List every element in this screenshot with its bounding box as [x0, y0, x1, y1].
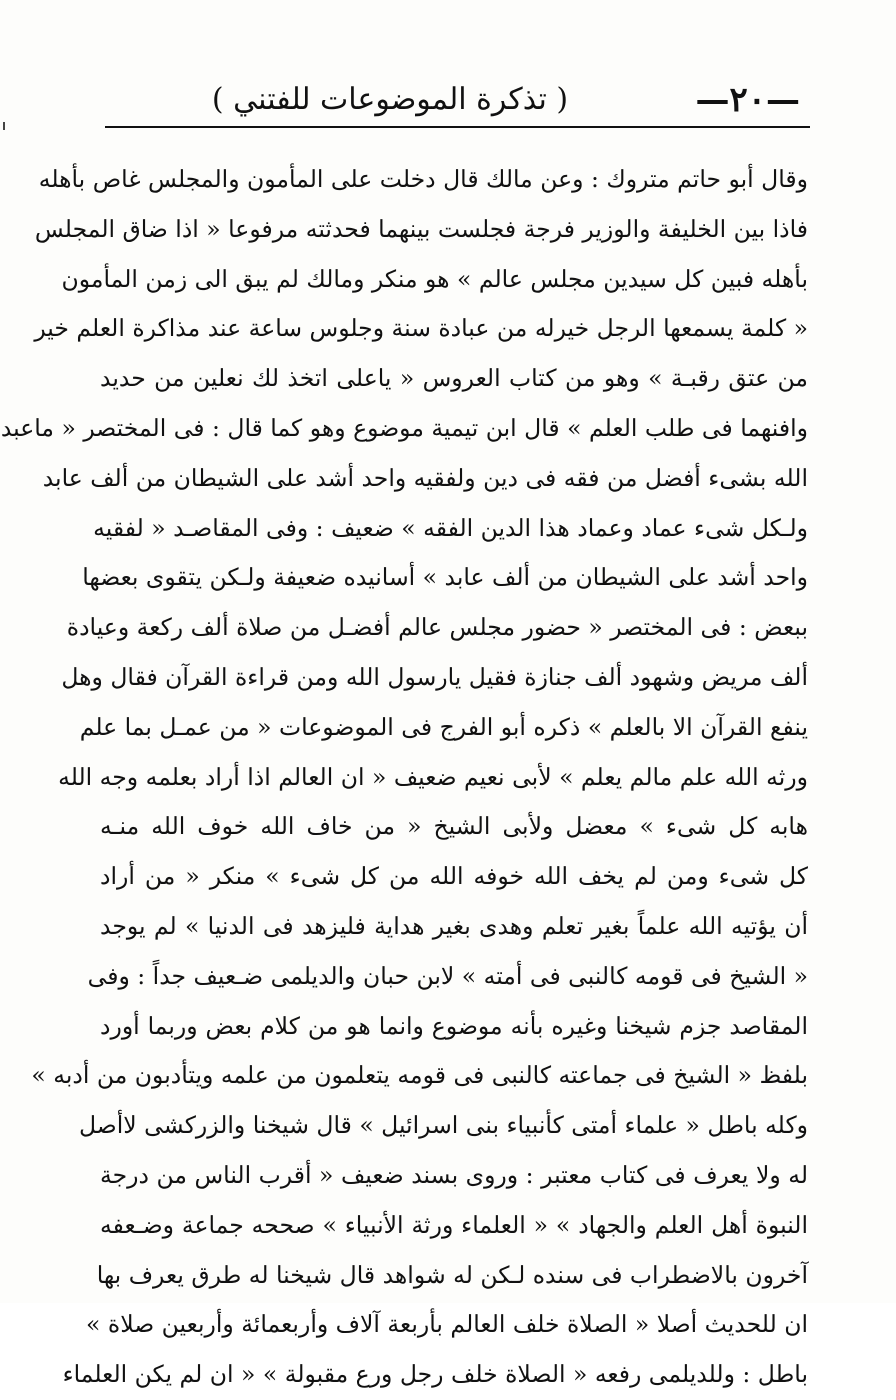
page-number: —٢٠— — [695, 80, 800, 120]
text-line: من عتق رقبـة » وهو من كتاب العروس « ياعلى اتخذ لك نعلين من حديد — [100, 364, 808, 393]
text-line: الله بشىء أفضل من فقه فى دين ولفقيه واحد أشد على الشيطان من ألف عابد — [42, 463, 808, 492]
text-line: فاذا بين الخليفة والوزير فرجة فجلست بينهما فحدثته مرفوعا « اذا ضاق المجلس — [34, 214, 808, 243]
running-title: ( تذكرة الموضوعات للفتني ) — [211, 82, 569, 117]
text-line: ببعض : فى المختصر « حضور مجلس عالم أفضـل من صلاة ألف ركعة وعيادة — [66, 613, 808, 642]
text-line: ينفع القرآن الا بالعلم » ذكره أبو الفرج فى الموضوعات « من عمـل بما علم — [79, 712, 808, 741]
text-line: وقال أبو حاتم متروك : وعن مالك قال دخلت على المأمون والمجلس غاص بأهله — [38, 165, 808, 193]
text-line: بلفظ « الشيخ فى جماعته كالنبى فى قومه يتعلمون من علمه ويتأدبون من أدبه » — [31, 1061, 808, 1090]
text-line: النبوة أهل العلم والجهاد » « العلماء ورثة الأنبياء » صححه جماعة وضـعفه — [100, 1210, 808, 1239]
body-text — [0, 155, 808, 1400]
text-line: كل شىء ومن لم يخف الله خوفه الله من كل شىء » منكر « من أراد — [100, 862, 808, 891]
text-line: « الشيخ فى قومه كالنبى فى أمته » لابن حبان والديلمى ضـعيف جداً : وفى — [87, 961, 808, 990]
text-line: المقاصد جزم شيخنا وغيره بأنه موضوع وانما هو من كلام بعض وربما أورد — [100, 1011, 808, 1040]
text-line: ان للحديث أصلا « الصلاة خلف العالم بأربعة آلاف وأربعمائة وأربعين صلاة » — [86, 1310, 808, 1339]
text-line: ورثه الله علم مالم يعلم » لأبى نعيم ضعيف « ان العالم اذا أراد بعلمه وجه الله — [58, 762, 808, 791]
page-header — [110, 78, 800, 122]
text-line: ولـكل شىء عماد وعماد هذا الدين الفقه » ضعيف : وفى المقاصـد « لفقيه — [93, 513, 808, 542]
text-line: آخرون بالاضطراب فى سنده لـكن له شواهد قال شيخنا له طرق يعرف بها — [96, 1260, 808, 1289]
header-rule — [105, 126, 810, 128]
text-line: ألف مريض وشهود ألف جنازة فقيل يارسول الله ومن قراءة القرآن فقال وهل — [61, 662, 808, 691]
text-line: بأهله فبين كل سيدين مجلس عالم » هو منكر ومالك لم يبق الى زمن المأمون — [61, 264, 808, 293]
text-line: وكله باطل « علماء أمتى كأنبياء بنى اسرائيل » قال شيخنا والزركشى لاأصل — [79, 1111, 808, 1140]
text-line: باطل : وللديلمى رفعه « الصلاة خلف رجل ورع مقبولة » « ان لم يكن العلماء — [62, 1360, 808, 1389]
text-line: له ولا يعرف فى كتاب معتبر : وروى بسند ضعيف « أقرب الناس من درجة — [100, 1160, 808, 1189]
text-line: هابه كل شىء » معضل ولأبى الشيخ « من خاف الله خوف الله منـه — [100, 812, 808, 841]
text-line: أن يؤتيه الله علماً بغير تعلم وهدى بغير هداية فليزهد فى الدنيا » لم يوجد — [100, 911, 808, 940]
margin-mark — [3, 122, 5, 130]
text-line: وافنهما فى طلب العلم » قال ابن تيمية موضوع وهو كما قال : فى المختصر « ماعبد — [0, 413, 808, 442]
text-line: « كلمة يسمعها الرجل خيرله من عبادة سنة وجلوس ساعة عند مذاكرة العلم خير — [34, 314, 808, 343]
text-line: واحد أشد على الشيطان من ألف عابد » أسانيده ضعيفة ولـكن يتقوى بعضها — [82, 563, 808, 592]
